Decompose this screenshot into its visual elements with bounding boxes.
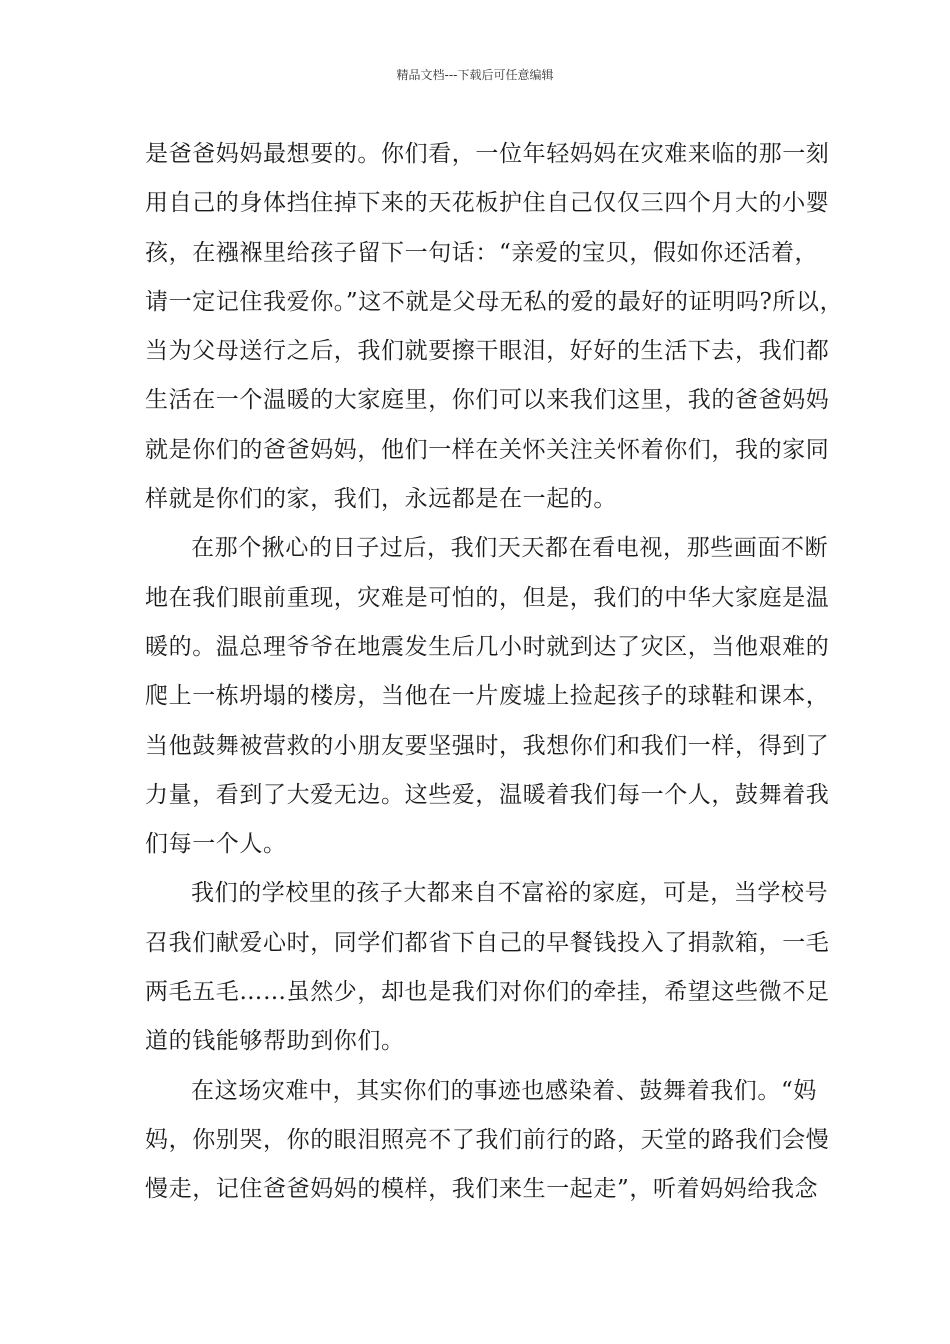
text-line: 当他鼓舞被营救的小朋友要坚强时，我想你们和我们一样，得到了 — [145, 732, 830, 759]
text-line: 用自己的身体挡住掉下来的天花板护住自己仅仅三四个月大的小婴 — [145, 190, 830, 217]
text-line: 生活在一个温暖的大家庭里，你们可以来我们这里，我的爸爸妈妈 — [145, 387, 830, 414]
text-line: 道的钱能够帮助到你们。 — [145, 1028, 405, 1055]
text-line: 慢走，记住爸爸妈妈的模样，我们来生一起走”，听着妈妈给我念 — [145, 1176, 819, 1203]
text-line: 们每一个人。 — [145, 831, 287, 858]
paragraph-start-line: 我们的学校里的孩子大都来自不富裕的家庭，可是，当学校号 — [191, 880, 829, 907]
text-line: 是爸爸妈妈最想要的。你们看，一位年轻妈妈在灾难来临的那一刻 — [145, 141, 830, 167]
body-text — [145, 130, 844, 1215]
text-line: 孩，在襁褓里给孩子留下一句话：“亲爱的宝贝，假如你还活着， — [145, 239, 819, 266]
text-line: 样就是你们的家，我们，永远都是在一起的。 — [145, 486, 617, 513]
text-line: 力量，看到了大爱无边。这些爱，温暖着我们每一个人，鼓舞着我 — [145, 781, 830, 808]
text-line: 妈，你别哭，你的眼泪照亮不了我们前行的路，天堂的路我们会慢 — [145, 1126, 830, 1153]
text-line: 当为父母送行之后，我们就要擦干眼泪，好好的生活下去，我们都 — [145, 338, 830, 365]
page-header: 精品文档---下载后可任意编辑 — [396, 68, 554, 82]
text-line: 地在我们眼前重现，灾难是可怕的，但是，我们的中华大家庭是温 — [145, 584, 830, 611]
text-line: 就是你们的爸爸妈妈，他们一样在关怀关注关怀着你们，我的家同 — [145, 436, 830, 463]
paragraph-start-line: 在这场灾难中，其实你们的事迹也感染着、鼓舞着我们。“妈 — [191, 1077, 817, 1104]
text-line: 两毛五毛……虽然少，却也是我们对你们的牵挂，希望这些微不足 — [145, 979, 830, 1006]
text-line: 暖的。温总理爷爷在地震发生后几小时就到达了灾区，当他艰难的 — [145, 633, 830, 660]
paragraph-start-line: 在那个揪心的日子过后，我们天天都在看电视，那些画面不断 — [191, 535, 829, 562]
text-line: 请一定记住我爱你。”这不就是父母无私的爱的最好的证明吗?所以， — [145, 288, 844, 315]
text-line: 爬上一栋坍塌的楼房，当他在一片废墟上捡起孩子的球鞋和课本， — [145, 683, 830, 710]
text-line: 召我们献爱心时，同学们都省下自己的早餐钱投入了捐款箱，一毛 — [145, 929, 830, 956]
